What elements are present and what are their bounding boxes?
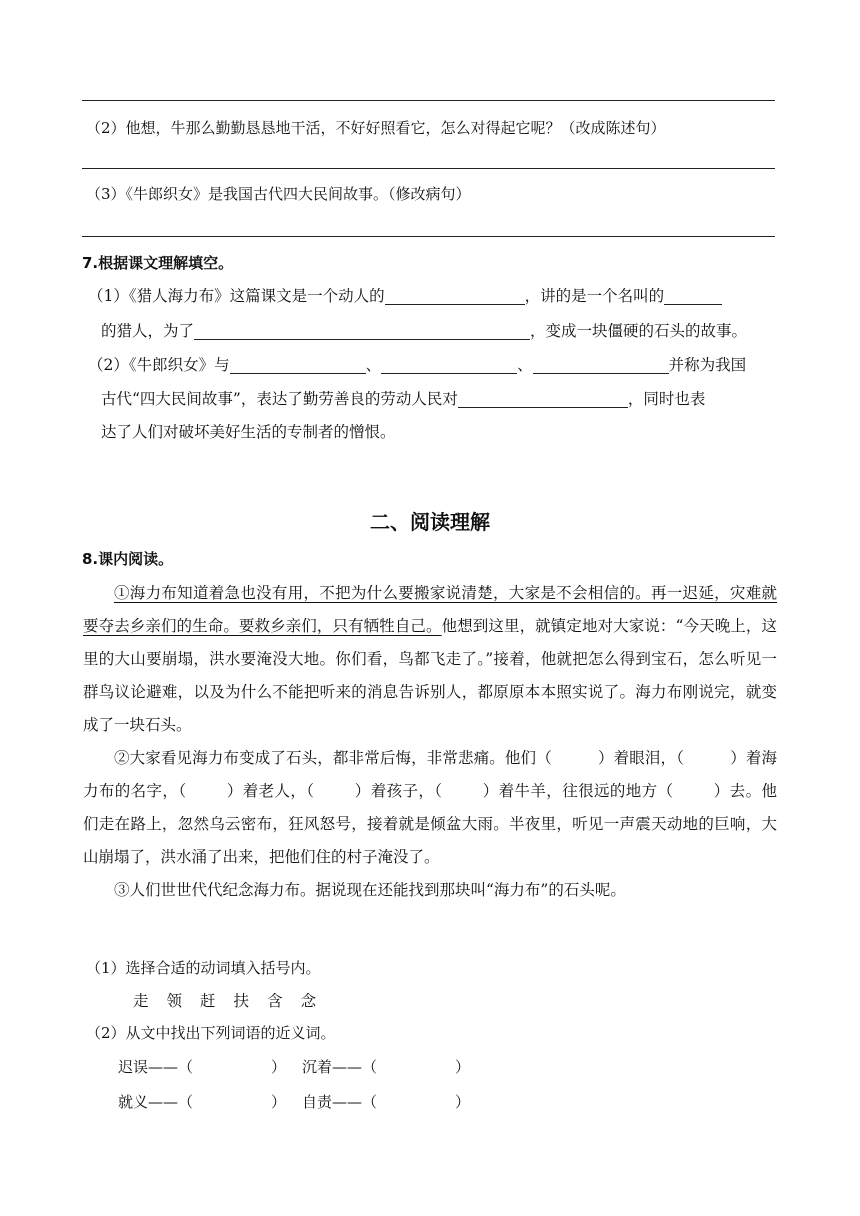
q7-text: （1）《猎人海力布》这篇课文是一个动人的	[88, 287, 385, 305]
paragraph-text: ）去。他们走在路上，忽然乌云密布，狂风怒号，接着就是倾盆大雨。半夜里，听见一声震天动地的巨响，大山崩塌了，洪水涌了出来，把他们住的村子淹没了。	[83, 782, 777, 866]
q8-heading: 8.课内阅读。	[82, 550, 174, 568]
verb-option: 含	[267, 992, 283, 1010]
synonym-prompt: 就义——（	[118, 1093, 194, 1111]
q7-text: 的猎人，为了	[101, 322, 195, 340]
verb-option: 赶	[200, 992, 216, 1010]
q7-line-1	[88, 285, 722, 307]
synonym-close: ）	[455, 1093, 471, 1111]
fill-blank[interactable]	[381, 355, 517, 374]
q7-text: 、	[365, 356, 382, 374]
fill-blank[interactable]	[194, 321, 530, 340]
q8-sub-question-2: （2）从文中找出下列词语的近义词。	[86, 1024, 336, 1042]
q6-item-3: （3）《牛郎织女》是我国古代四大民间故事。（修改病句）	[86, 185, 471, 203]
fill-blank[interactable]	[533, 355, 669, 374]
q7-line-2	[101, 320, 747, 342]
q7-line-3	[88, 354, 746, 376]
synonym-row-2	[118, 1091, 470, 1113]
passage-paragraph-1	[83, 577, 777, 742]
fill-blank[interactable]	[230, 355, 366, 374]
paragraph-text: ）着老人，（	[226, 782, 315, 800]
q7-line-5: 达了人们对破坏美好生活的专制者的憎恨。	[101, 423, 396, 441]
answer-line	[82, 236, 775, 237]
paragraph-text: 他想到这里，就镇定地对大家说：“今天晚上，这里的大山要崩塌，洪水要淹没大地。你们看，鸟都飞走了。”接着，他就把怎么得到宝石，怎么听见一群鸟议论避难，以及为什么不能把听来的消息告诉别人，都原原本本照实说了。海力布刚说完，就变成了一块石头。	[83, 617, 777, 734]
q7-text: 、	[517, 356, 533, 374]
q7-text: ，变成一块僵硬的石头的故事。	[530, 322, 748, 340]
verb-option: 走	[133, 992, 149, 1010]
q7-line-4	[101, 388, 705, 410]
paragraph-text: ）着眼泪，（	[597, 749, 685, 767]
paragraph-text: ）着牛羊，往很远的地方（	[482, 782, 674, 800]
verb-option: 念	[300, 992, 317, 1010]
synonym-close: ）	[271, 1093, 287, 1111]
paragraph-text: ）着孩子，（	[354, 782, 443, 800]
q7-heading: 7.根据课文理解填空。	[82, 254, 234, 272]
verb-option: 扶	[233, 992, 250, 1010]
q7-text: 并称为我国	[668, 356, 747, 374]
q8-sub-question-1: （1）选择合适的动词填入括号内。	[86, 959, 321, 977]
q7-text: （2）《牛郎织女》与	[88, 356, 230, 374]
synonym-prompt: 沉着——（	[302, 1058, 378, 1076]
underlined-sentence: ①海力布知道着急也没有用，不把为什么要搬家说清楚，大家是不会相信的。再一迟延，灾难就要夺去乡亲们的生命。要救乡亲们，只有牺牲自己。	[83, 584, 777, 635]
fill-blank[interactable]	[458, 389, 628, 408]
synonym-row-1	[118, 1056, 470, 1078]
passage-paragraph-3: ③人们世世代代纪念海力布。据说现在还能找到那块叫“海力布”的石头呢。	[114, 881, 626, 899]
synonym-close: ）	[271, 1058, 287, 1076]
answer-line	[82, 100, 775, 101]
q7-text: ，讲的是一个名叫的	[524, 287, 665, 305]
passage-paragraph-2	[83, 742, 777, 874]
reading-passage	[83, 577, 777, 907]
paragraph-text: ）着海力布的名字，（	[83, 749, 777, 800]
verb-options	[133, 990, 334, 1012]
q7-text: ，同时也表	[627, 390, 706, 408]
q6-item-2: （2）他想，牛那么勤勤恳恳地干活，不好好照看它，怎么对得起它呢？（改成陈述句）	[86, 119, 666, 137]
answer-line	[82, 168, 775, 169]
fill-blank[interactable]	[664, 286, 722, 305]
fill-blank[interactable]	[385, 286, 525, 305]
synonym-close: ）	[455, 1058, 471, 1076]
q7-text: 古代“四大民间故事”，表达了勤劳善良的劳动人民对	[101, 390, 458, 408]
synonym-prompt: 自责——（	[302, 1093, 378, 1111]
synonym-prompt: 迟误——（	[118, 1058, 194, 1076]
paragraph-text: ②大家看见海力布变成了石头，都非常后悔，非常悲痛。他们（	[114, 749, 552, 767]
verb-option: 领	[166, 992, 183, 1010]
section-title: 二、阅读理解	[370, 510, 490, 534]
